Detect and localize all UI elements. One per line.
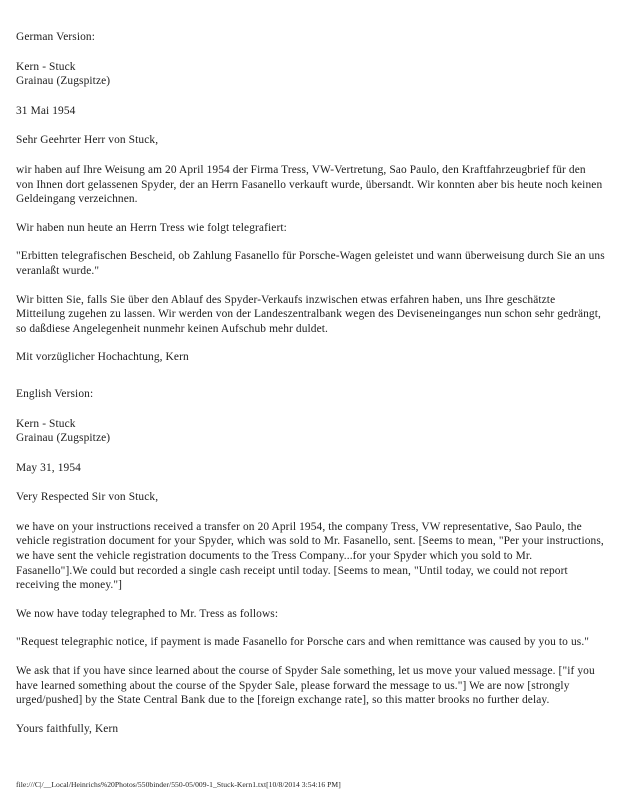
english-paragraph-1: we have on your instructions received a transfer on 20 April 1954, the company Tress, VW representative, Sao Paulo, the vehicle registration document for your Spyder, which was sold to Mr. Fasanello, sent. [Seems to mean, "Per your instructions, we have sent the vehicle registration documents to the Tress Company...for your Spyder which you sold to Mr. Fasanello"].We could but recorded a single cash receipt until today. [Seems to mean, "Until today, we could not report receiving the money."] [16, 520, 604, 592]
english-paragraph-3: We ask that if you have since learned about the course of Spyder Sale something, let us move your valued message. ["if you have learned something about the course of the Spyder Sale, please forward the message to us."] We are now [strongly urged/pushed] by the State Central Bank due to the [foreign exchange rate], so this matter brooks no further delay. [16, 665, 595, 707]
german-version-label: German Version: [16, 31, 96, 43]
german-salutation: Sehr Geehrter Herr von Stuck, [16, 134, 159, 147]
english-sender-address [16, 417, 605, 446]
german-paragraph-3: Wir bitten Sie, falls Sie über den Ablauf des Spyder-Verkaufs inzwischen etwas erfahren haben, uns Ihre geschätzte Mitteilung zugehen zu lassen. Wir werden von der Landeszentralbank wegen des Deviseneinganges nun schon sehr gedrängt, so daßdiese Angelegenheit nunmehr keinen Aufschub mehr duldet. [16, 293, 601, 335]
german-sender-address [16, 60, 605, 89]
english-salutation: Very Respected Sir von Stuck, [16, 491, 159, 504]
english-date: May 31, 1954 [16, 461, 81, 474]
english-sender-line-2: Grainau (Zugspitze) [16, 432, 111, 445]
german-date: 31 Mai 1954 [16, 104, 76, 117]
german-sender-line-2: Grainau (Zugspitze) [16, 75, 111, 88]
english-paragraph-2: We now have today telegraphed to Mr. Tress as follows: [16, 607, 279, 620]
english-sender-line-1: Kern - Stuck [16, 417, 76, 430]
german-closing: Mit vorzüglicher Hochachtung, Kern [16, 351, 189, 364]
german-sender-line-1: Kern - Stuck [16, 60, 76, 73]
german-telegram-quote: "Erbitten telegrafischen Bescheid, ob Zahlung Fasanello für Porsche-Wagen geleistet und wann überweisung durch Sie an uns veranlaßt wurde." [16, 250, 605, 277]
german-paragraph-2: Wir haben nun heute an Herrn Tress wie folgt telegrafiert: [16, 221, 287, 234]
english-version-label: English Version: [16, 387, 94, 400]
german-paragraph-1: wir haben auf Ihre Weisung am 20 April 1954 der Firma Tress, VW-Vertretung, Sao Paulo, den Kraftfahrzeugbrief für den von Ihnen dort gelassenen Spyder, der an Herrn Fasanello verkauft wurde, übersandt. Wir konnten aber bis heute noch keinen Geldeingang verzeichnen. [16, 163, 603, 206]
document-text-body [16, 30, 605, 736]
file-path-footer: file:///C|/__Local/Heinrichs%20Photos/550binder/550-05/009-1_Stuck-Kern1.txt[10/8/2014 3:54:16 PM] [16, 780, 341, 789]
english-closing: Yours faithfully, Kern [16, 722, 119, 735]
english-telegram-quote: "Request telegraphic notice, if payment is made Fasanello for Porsche cars and when remittance was caused by you to us." [16, 636, 590, 649]
